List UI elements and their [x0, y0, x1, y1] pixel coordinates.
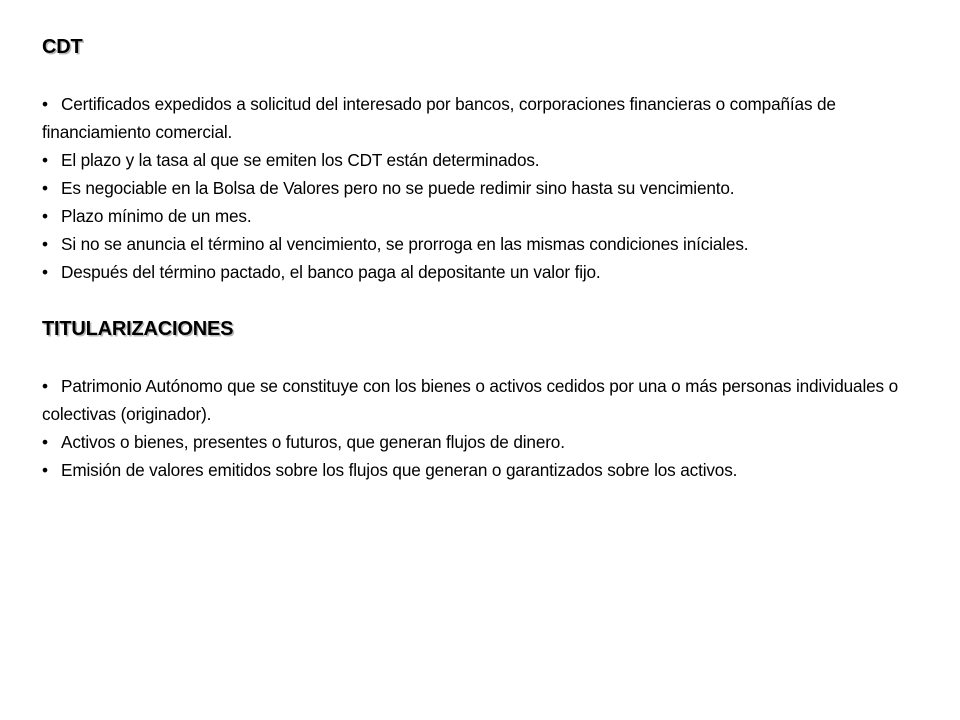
list-item — [42, 90, 922, 146]
bullet-text: Si no se anuncia el término al vencimiento, se prorroga en las mismas condiciones iníciales. — [61, 234, 749, 254]
section-title-titularizaciones: TITULARIZACIONES — [42, 318, 234, 340]
bullet-text: Es negociable en la Bolsa de Valores pero no se puede redimir sino hasta su vencimiento. — [61, 178, 735, 198]
bullet-icon: • — [42, 206, 48, 226]
bullet-icon: • — [42, 460, 48, 480]
bullet-text: El plazo y la tasa al que se emiten los CDT están determinados. — [61, 150, 540, 170]
spacer — [42, 344, 922, 372]
bullet-text: Certificados expedidos a solicitud del interesado por bancos, corporaciones financieras o compañías de financiamiento comercial. — [42, 94, 836, 142]
list-item — [42, 372, 922, 428]
section-gap — [42, 286, 922, 314]
list-item — [42, 146, 922, 174]
titularizaciones-bullet-list — [42, 372, 922, 484]
list-item — [42, 174, 922, 202]
bullet-icon: • — [42, 178, 48, 198]
bullet-text: Plazo mínimo de un mes. — [61, 206, 252, 226]
list-item — [42, 202, 922, 230]
bullet-icon: • — [42, 234, 48, 254]
bullet-icon: • — [42, 376, 48, 396]
list-item — [42, 258, 922, 286]
cdt-bullet-list — [42, 90, 922, 286]
bullet-icon: • — [42, 94, 48, 114]
slide-content — [42, 32, 922, 484]
bullet-text: Activos o bienes, presentes o futuros, que generan flujos de dinero. — [61, 432, 565, 452]
section-title-cdt: CDT — [42, 36, 83, 58]
bullet-text: Emisión de valores emitidos sobre los flujos que generan o garantizados sobre los activos. — [61, 460, 738, 480]
bullet-text: Patrimonio Autónomo que se constituye con los bienes o activos cedidos por una o más personas individuales o colectivas (originador). — [42, 376, 898, 424]
list-item — [42, 230, 922, 258]
bullet-text: Después del término pactado, el banco paga al depositante un valor fijo. — [61, 262, 601, 282]
bullet-icon: • — [42, 150, 48, 170]
list-item — [42, 428, 922, 456]
spacer — [42, 62, 922, 90]
bullet-icon: • — [42, 262, 48, 282]
bullet-icon: • — [42, 432, 48, 452]
list-item — [42, 456, 922, 484]
